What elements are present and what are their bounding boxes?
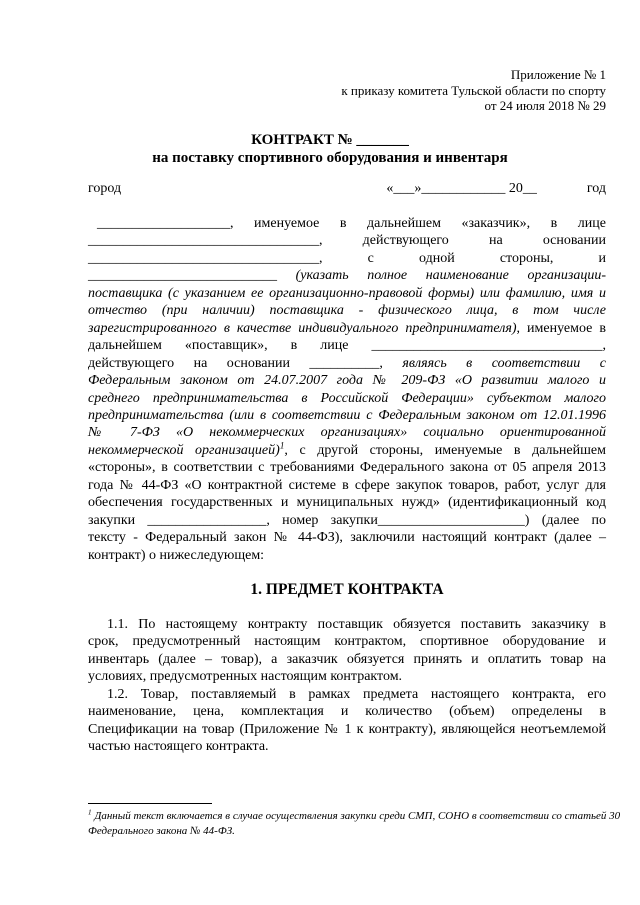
section-1: [88, 616, 606, 756]
preamble-line: [88, 337, 606, 354]
preamble-line: [88, 529, 606, 546]
contract-title: КОНТРАКТ № _______: [251, 132, 409, 148]
italic-text: зарегистрированного в качестве индивидуального предпринимателя): [88, 320, 517, 336]
preamble-line: [88, 477, 606, 494]
italic-text: предпринимательства (или в соответствии с Федеральным законом от 12.01.1996: [88, 407, 606, 423]
clause-1-2: [88, 686, 606, 756]
preamble-line: [88, 215, 606, 232]
text-segment: закупки _________________, номер закупки_____________________) (далее по: [88, 512, 606, 528]
text-segment: года № 44-ФЗ «О контрактной системе в сфере закупок товаров, работ, услуг для: [88, 477, 606, 493]
preamble-line: [88, 355, 606, 372]
italic-text: некоммерческой организацией): [88, 442, 280, 458]
clause-line: [88, 616, 606, 633]
text-segment: _________________________________, действующего на основании: [88, 233, 606, 249]
footnote-line: [88, 824, 606, 839]
preamble-line: [88, 424, 606, 441]
preamble-line: [88, 407, 606, 424]
footnote: [88, 808, 621, 839]
text-segment: наименование, цена, комплектация и количество (объем) определены в: [88, 704, 606, 720]
preamble-line: [88, 442, 606, 459]
text-segment: обеспечения государственных и муниципальных нужд» (идентификационный код: [88, 495, 606, 511]
footnote-separator: [88, 803, 212, 804]
footnote-line: [88, 808, 621, 824]
date-blank: «___»____________ 20__: [386, 181, 537, 196]
text-segment: частью настоящего контракта.: [88, 739, 269, 755]
preamble-line: [88, 320, 606, 337]
preamble-line: [88, 267, 606, 284]
document-header: [341, 67, 606, 114]
year-word: год: [586, 181, 606, 196]
text-segment: действующего на основании __________,: [88, 355, 383, 371]
footnote-ref: 1: [88, 808, 92, 817]
text-segment: ___________________, именуемое в дальнейшем «заказчик», в лице: [97, 216, 606, 231]
text-segment: , с другой стороны, именуемые в дальнейшем: [284, 442, 606, 458]
preamble-line: [88, 494, 606, 511]
italic-text: отчество (при наличии) поставщика - физического лица, в том числе: [88, 303, 606, 319]
text-segment: тексту - Федеральный закон № 44-ФЗ), заключили настоящий контракт (далее –: [88, 530, 606, 546]
preamble-line: [88, 512, 606, 529]
text-segment: _________________________________, с одной стороны, и: [88, 250, 606, 266]
text-segment: «стороны», в соответствии с требованиями Федерального закона от 05 апреля 2013: [88, 460, 606, 476]
text-segment: срок, предусмотренный настоящим контрактом, спортивное оборудование и: [88, 634, 606, 650]
preamble-line: [88, 547, 606, 564]
date-block: [386, 180, 606, 197]
header-line-date: от 24 июля 2018 № 29: [484, 98, 606, 113]
header-line-appendix: Приложение № 1: [510, 67, 606, 82]
clause-line: [88, 686, 606, 703]
text-segment: , именуемое в: [516, 320, 606, 336]
footnote-ref: 1: [279, 440, 285, 451]
text-segment: дальнейшем «поставщик», в лице _________________________________,: [88, 338, 606, 354]
clause-line: [88, 721, 606, 738]
text-segment: инвентарь (далее – товар), а заказчик обязуется принять и оплатить товар на: [88, 651, 606, 667]
section-heading: 1. ПРЕДМЕТ КОНТРАКТА: [250, 581, 444, 598]
clause-line: [88, 703, 606, 720]
preamble-line: [88, 250, 606, 267]
italic-text: являясь в соответствии с: [382, 355, 606, 371]
clause-line: [88, 738, 606, 755]
text-segment: контракт) о нижеследующем:: [88, 547, 265, 563]
preamble-line: [88, 302, 606, 319]
text-segment: условиях, предусмотренных настоящим контрактом.: [88, 669, 403, 685]
city-label: город: [88, 181, 122, 196]
text-segment: Спецификации на товар (Приложение № 1 к контракту), являющейся неотъемлемой: [88, 721, 606, 737]
contract-title-block: [88, 132, 572, 167]
preamble-paragraph: [88, 215, 606, 564]
italic-text: среднего предпринимательства в Российской Федерации» субъектом малого: [88, 390, 606, 406]
text-segment: 1.2. Товар, поставляемый в рамках предмета настоящего контракта, его: [107, 686, 606, 702]
contract-subtitle: на поставку спортивного оборудования и инвентаря: [152, 149, 508, 166]
preamble-line: [88, 390, 606, 407]
preamble-line: [88, 285, 606, 302]
text-segment: ___________________________: [88, 268, 296, 284]
italic-text: (указать полное наименование организации-: [295, 268, 606, 284]
preamble-line: [88, 232, 606, 249]
clause-line: [88, 668, 606, 685]
preamble-line: [88, 459, 606, 476]
italic-text: Данный текст включается в случае осуществления закупки среди СМП, СОНО в соответствии со статьей 30: [91, 810, 621, 822]
preamble-line: [88, 372, 606, 389]
clause-line: [88, 633, 606, 650]
header-line-order: к приказу комитета Тульской области по спорту: [341, 82, 606, 98]
italic-text: Федерального закона № 44-ФЗ.: [88, 825, 235, 837]
italic-text: Федеральным законом от 24.07.2007 года № 209-ФЗ «О развитии малого и: [88, 373, 606, 389]
text-segment: 1.1. По настоящему контракту поставщик обязуется поставить заказчику в: [107, 617, 606, 632]
italic-text: поставщика (с указанием ее организационно-правовой формы) или фамилию, имя и: [88, 285, 606, 301]
clause-line: [88, 651, 606, 668]
place-date-row: [88, 180, 606, 197]
italic-text: № 7-ФЗ «О некоммерческих организациях» социально ориентированной: [88, 425, 606, 441]
clause-1-1: [88, 616, 606, 686]
